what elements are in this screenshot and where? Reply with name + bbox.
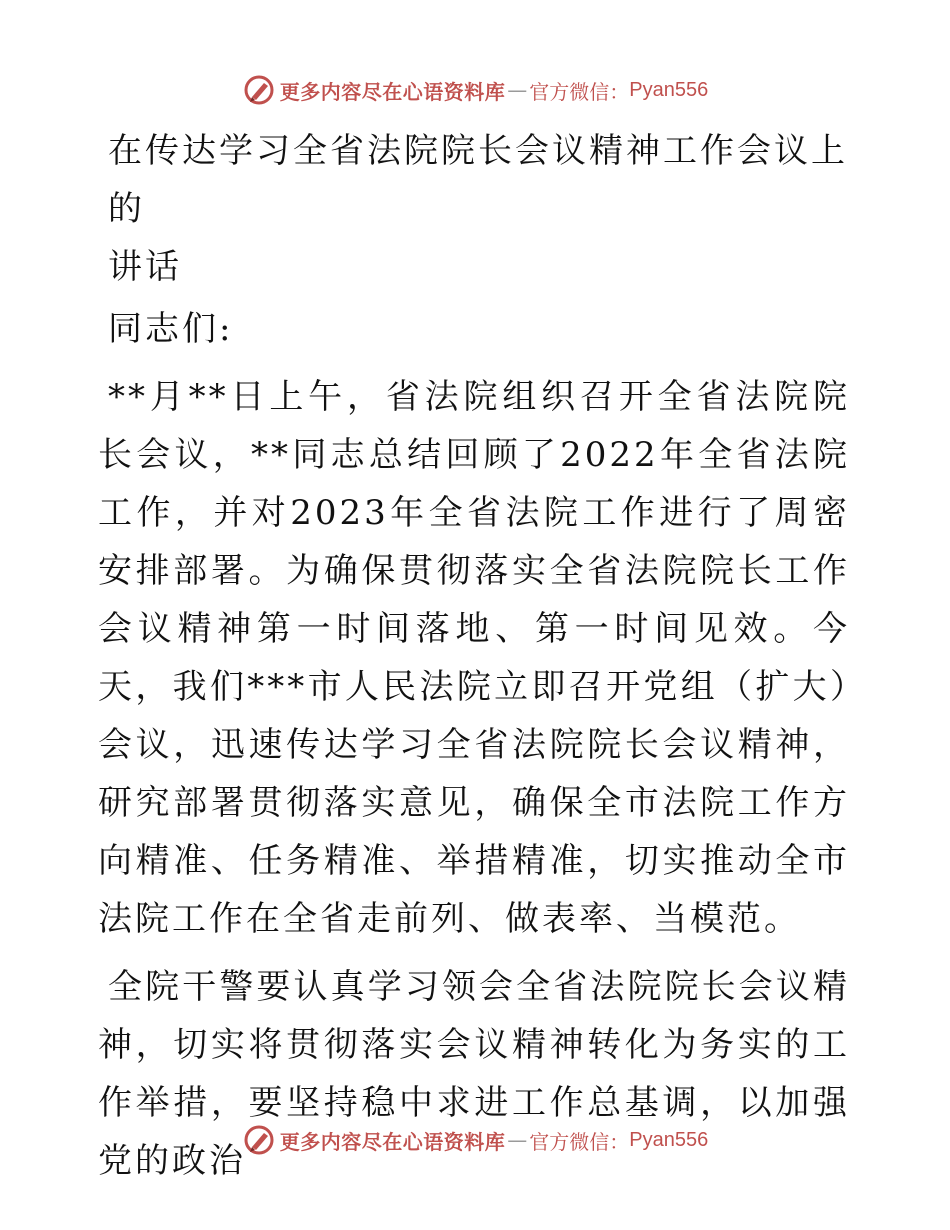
paragraph-1 xyxy=(98,368,850,948)
watermark-footer xyxy=(0,1120,950,1160)
paragraph-1-text: **月**日上午，省法院组织召开全省法院院长会议，**同志总结回顾了2022年全省法院工作，并对2023年全省法院工作进行了周密安排部署。为确保贯彻落实全省法院院长工作会议精神第一时间落地、第一时间见效。今天，我们***市人民法院立即召开党组（扩大）会议，迅速传达学习全省法院院长会议精神，研究部署贯彻落实意见，确保全市法院工作方向精准、任务精准、举措精准，切实推动全市法院工作在全省走前列、做表率、当模范。 xyxy=(98,377,850,939)
watermark-main-text: 更多内容尽在心语资料库 xyxy=(279,1129,506,1154)
watermark-dash: — xyxy=(507,78,528,102)
pen-logo-icon xyxy=(242,1123,276,1157)
watermark-id: Pyan556 xyxy=(629,78,709,101)
watermark-header xyxy=(0,70,950,110)
document-title-line1: 在传达学习全省法院院长会议精神工作会议上的 xyxy=(108,131,848,229)
document-body xyxy=(98,122,850,1200)
watermark-main-text: 更多内容尽在心语资料库 xyxy=(279,79,506,104)
watermark-sub-text: 官方微信： xyxy=(529,79,630,104)
watermark-dash: — xyxy=(507,1128,528,1152)
pen-logo-icon xyxy=(242,73,276,107)
salutation-text: 同志们: xyxy=(108,309,234,349)
watermark-sub-text: 官方微信： xyxy=(529,1129,630,1154)
salutation xyxy=(98,300,850,358)
document-title xyxy=(98,122,850,296)
document-title-line2: 讲话 xyxy=(108,247,182,287)
watermark-id: Pyan556 xyxy=(629,1128,709,1151)
paragraph-2-text: 全院干警要认真学习领会全省法院院长会议精神，切实将贯彻落实会议精神转化为务实的工作举措，要坚持稳中求进工作总基调，以加强党的政治 xyxy=(98,967,850,1181)
